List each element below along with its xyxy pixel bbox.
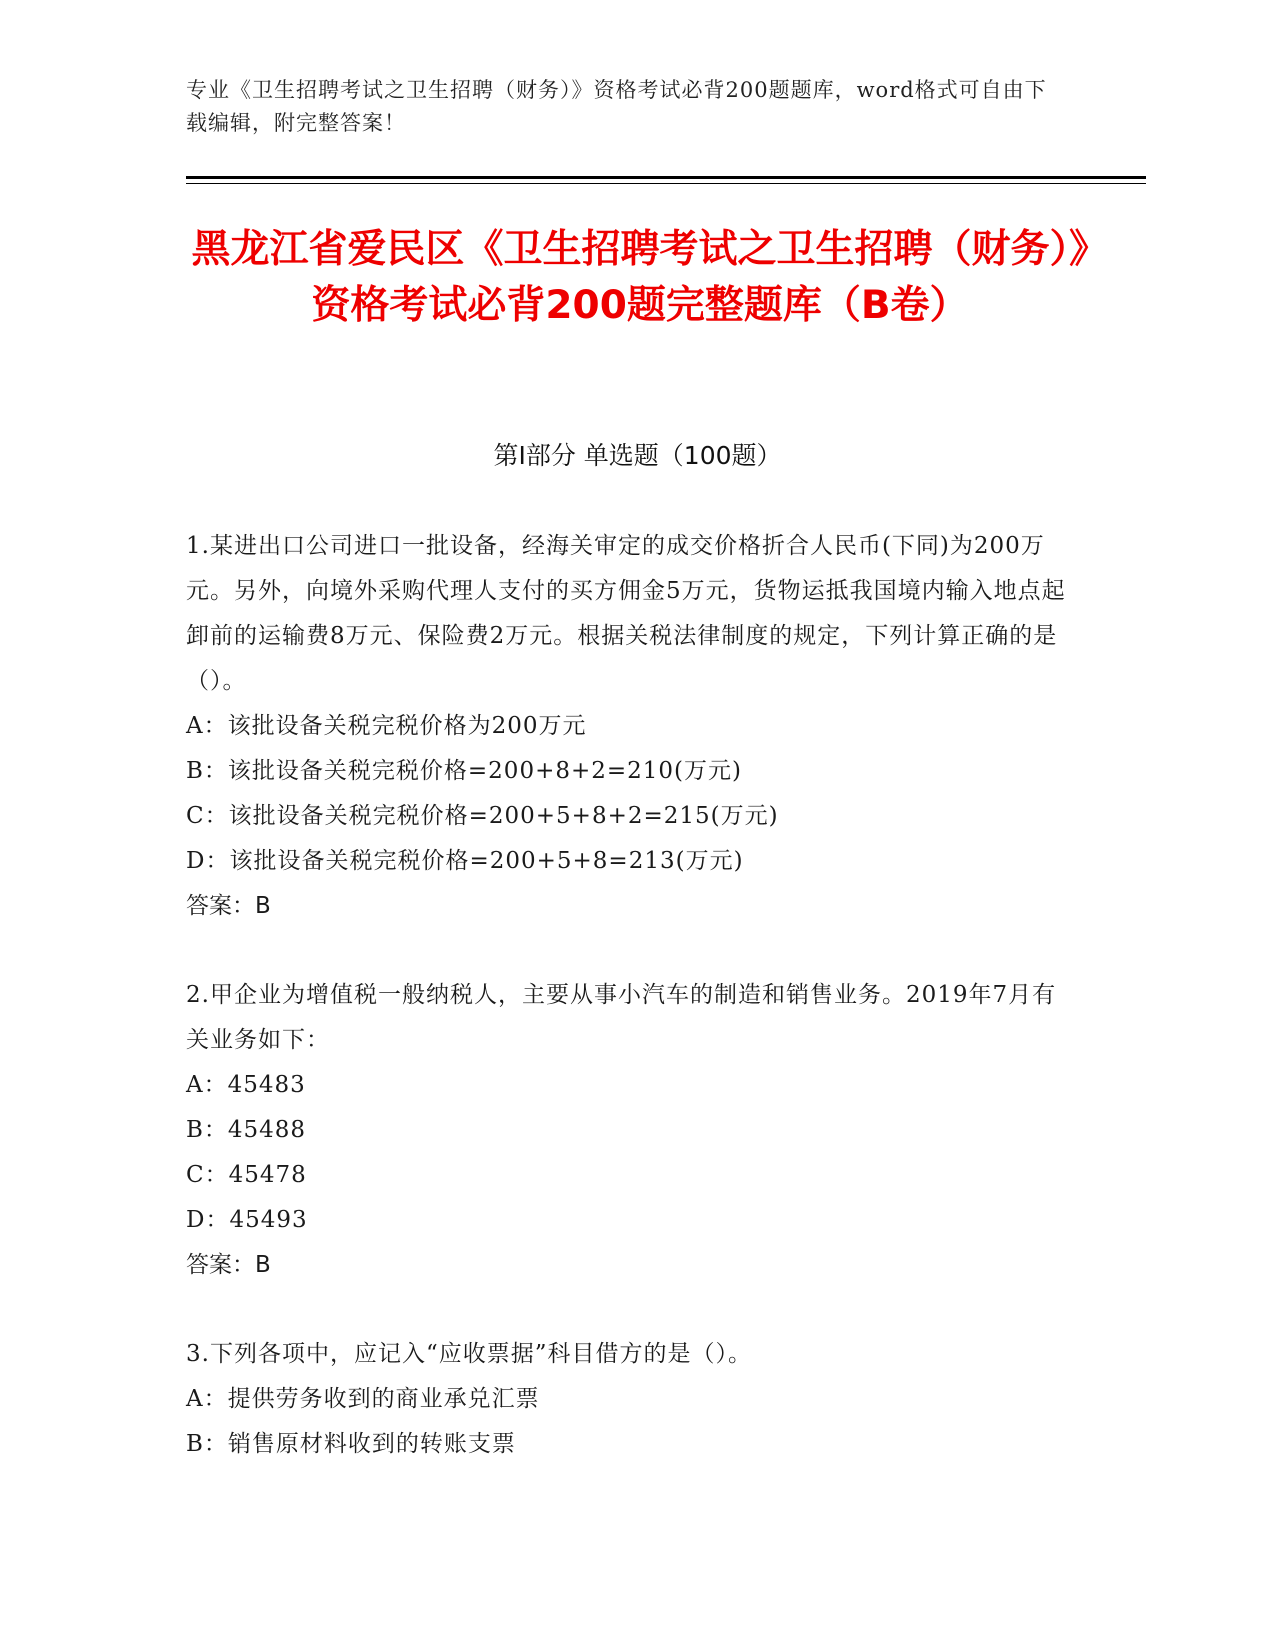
question-stem: 3.下列各项中，应记入“应收票据”科目借方的是（）。	[186, 1341, 752, 1367]
section-title: 第Ⅰ部分 单选题（100题）	[493, 441, 782, 470]
question-stem: 2.甲企业为增值税一般纳税人，主要从事小汽车的制造和销售业务。2019年7月有关业务如下：	[186, 982, 1057, 1053]
question-3	[186, 1332, 1066, 1467]
header-rule-thick	[186, 176, 1146, 179]
answer-text: 答案：B	[186, 1252, 271, 1278]
option-c: C：该批设备关税完税价格=200+5+8+2=215(万元)	[186, 803, 779, 829]
option-d: D：该批设备关税完税价格=200+5+8=213(万元)	[186, 848, 744, 874]
question-stem: 1.某进出口公司进口一批设备，经海关审定的成交价格折合人民币(下同)为200万元。另外，向境外采购代理人支付的买方佣金5万元，货物运抵我国境内输入地点起卸前的运输费8万元、保险费2万元。根据关税法律制度的规定，下列计算正确的是（）。	[186, 533, 1066, 694]
question-1	[186, 524, 1066, 929]
header-note: 专业《卫生招聘考试之卫生招聘（财务）》资格考试必背200题题库，word格式可自由下载编辑，附完整答案！	[186, 78, 1047, 135]
option-c: C：45478	[186, 1162, 307, 1188]
option-b: B：该批设备关税完税价格=200+8+2=210(万元)	[186, 758, 743, 784]
answer-text: 答案：B	[186, 893, 271, 919]
option-a: A：45483	[186, 1072, 306, 1098]
document-title: 黑龙江省爱民区《卫生招聘考试之卫生招聘（财务）》资格考试必背200题完整题库（B卷）	[191, 227, 1089, 328]
option-a: A：该批设备关税完税价格为200万元	[186, 713, 587, 739]
question-list	[186, 524, 1066, 1511]
option-b: B：销售原材料收到的转账支票	[186, 1431, 516, 1457]
header-rule-thin	[186, 183, 1146, 184]
option-b: B：45488	[186, 1117, 307, 1143]
question-2	[186, 973, 1066, 1288]
option-a: A：提供劳务收到的商业承兑汇票	[186, 1386, 540, 1412]
option-d: D：45493	[186, 1207, 308, 1233]
